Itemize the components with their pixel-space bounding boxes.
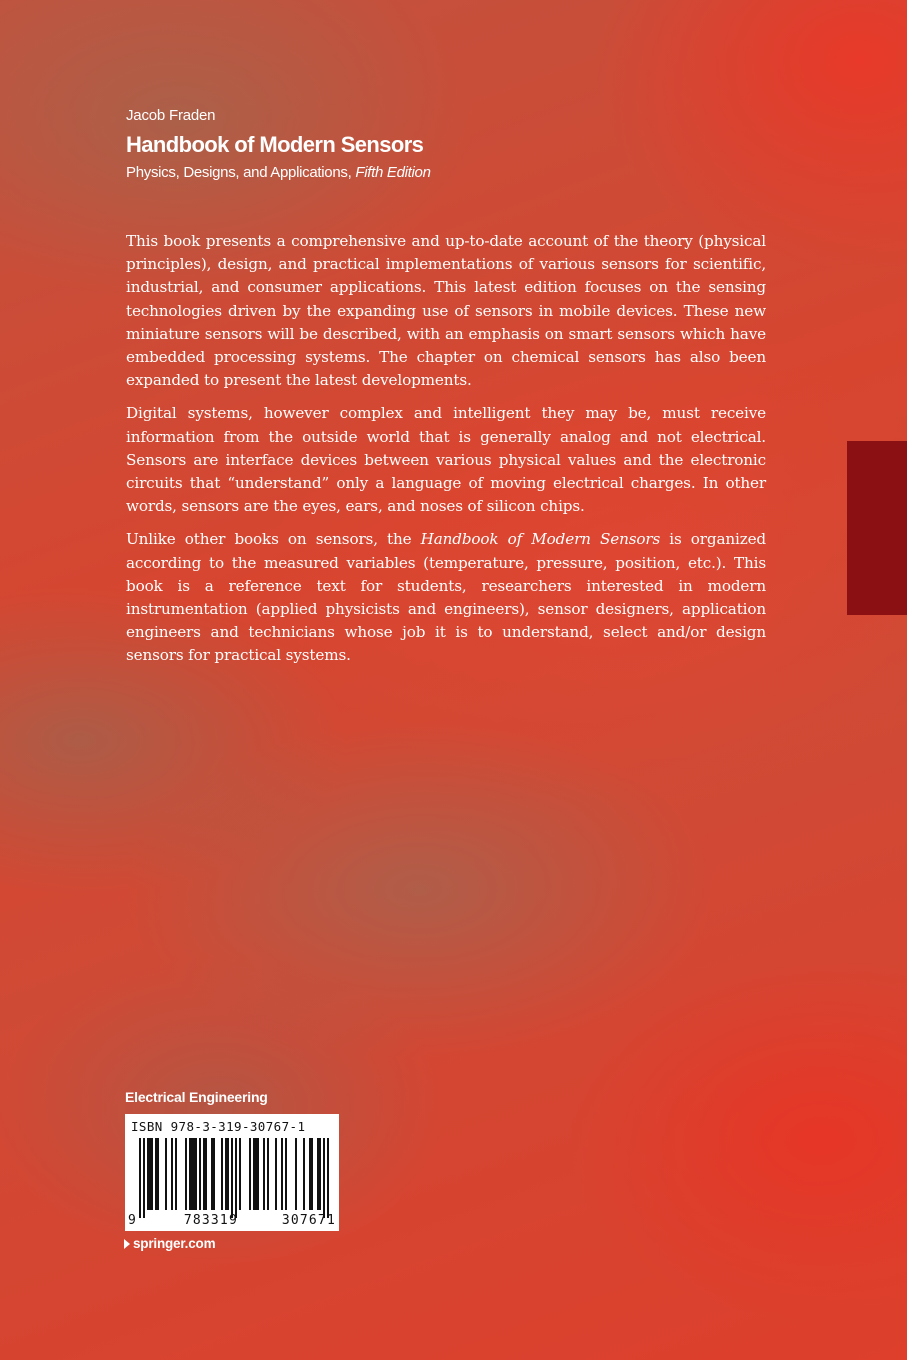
- barcode-bar: [157, 1138, 159, 1210]
- website-text: springer.com: [133, 1236, 216, 1251]
- barcode-bar: [327, 1138, 329, 1218]
- author-name: Jacob Fraden: [126, 107, 216, 124]
- barcode-bar: [303, 1138, 305, 1210]
- barcode-bar: [139, 1138, 141, 1218]
- spine-color-tab: [847, 441, 907, 615]
- barcode-bar: [165, 1138, 167, 1210]
- barcode-bar: [175, 1138, 177, 1210]
- barcode-bar: [311, 1138, 313, 1210]
- subject-category: Electrical Engineering: [125, 1089, 268, 1105]
- barcode-bar: [147, 1138, 149, 1210]
- barcode-bar: [317, 1138, 319, 1210]
- barcode-bar: [319, 1138, 321, 1210]
- barcode-bar: [203, 1138, 205, 1210]
- barcode-bar: [143, 1138, 145, 1218]
- barcode-bar: [213, 1138, 215, 1210]
- barcode-bar: [191, 1138, 193, 1210]
- barcode-bar: [235, 1138, 237, 1218]
- barcode-bar: [211, 1138, 213, 1210]
- arrow-right-icon: [124, 1239, 130, 1249]
- barcode-bar: [255, 1138, 257, 1210]
- publisher-website[interactable]: [124, 1236, 215, 1251]
- ean-digits: [128, 1213, 336, 1228]
- barcode-bar: [151, 1138, 153, 1210]
- barcode-bar: [309, 1138, 311, 1210]
- barcode-bar: [225, 1138, 227, 1210]
- barcode-bar: [239, 1138, 241, 1210]
- barcode-bar: [227, 1138, 229, 1210]
- barcode-bar: [281, 1138, 283, 1210]
- barcode-graphic: [131, 1138, 333, 1218]
- isbn-barcode-block: [125, 1114, 339, 1231]
- barcode-bar: [189, 1138, 191, 1210]
- barcode-bar: [205, 1138, 207, 1210]
- barcode-bar: [221, 1138, 223, 1210]
- barcode-bar: [263, 1138, 265, 1210]
- barcode-bar: [155, 1138, 157, 1210]
- edition-text: Fifth Edition: [355, 164, 431, 181]
- paragraph-3-book-title: Handbook of Modern Sensors: [420, 530, 661, 549]
- ean-left-group: 783319: [183, 1213, 238, 1228]
- book-subtitle: [126, 164, 431, 181]
- barcode-bar: [185, 1138, 187, 1210]
- barcode-bar: [285, 1138, 287, 1210]
- book-title: Handbook of Modern Sensors: [126, 132, 424, 157]
- ean-lead-digit: 9: [128, 1213, 136, 1228]
- barcode-bar: [249, 1138, 251, 1210]
- book-description: [126, 230, 766, 678]
- barcode-bar: [295, 1138, 297, 1210]
- barcode-bar: [275, 1138, 277, 1210]
- isbn-label: ISBN 978-3-319-30767-1: [131, 1119, 306, 1134]
- description-paragraph-2: Digital systems, however complex and intelligent they may be, must receive information from the outside world that is generally analog and not electrical. Sensors are interface devices between various physical values and the electronic circuits that “understand” only a language of moving electrical charges. In other words, sensors are the eyes, ears, and noses of silicon chips.: [126, 404, 766, 516]
- barcode-bar: [253, 1138, 255, 1210]
- subtitle-text: Physics, Designs, and Applications,: [126, 164, 356, 181]
- barcode-bar: [195, 1138, 197, 1210]
- barcode-bar: [267, 1138, 269, 1210]
- barcode-bar: [323, 1138, 325, 1218]
- paragraph-3-rest: is organized according to the measured variables (temperature, pressure, position, etc.). This book is a reference text for students, researchers interested in modern instrumentation (applied physicists and engineers), sensor designers, application engineers and technicians whose job it is to understand, select and/or design sensors for practical systems.: [126, 530, 766, 665]
- description-paragraph-1: This book presents a comprehensive and up-to-date account of the theory (physical principles), design, and practical implementations of various sensors for scientific, industrial, and consumer applications. This latest edition focuses on the sensing technologies driven by the expanding use of sensors in mobile devices. These new miniature sensors will be described, with an emphasis on smart sensors which have embedded processing systems. The chapter on chemical sensors has also been expanded to present the latest developments.: [126, 232, 766, 390]
- barcode-bar: [199, 1138, 201, 1210]
- barcode-bar: [149, 1138, 151, 1210]
- barcode-bar: [193, 1138, 195, 1210]
- barcode-bar: [257, 1138, 259, 1210]
- barcode-bar: [171, 1138, 173, 1210]
- description-paragraph-3: [126, 528, 766, 667]
- barcode-bar: [231, 1138, 233, 1218]
- paragraph-3-lead: Unlike other books on sensors, the: [126, 530, 421, 549]
- ean-right-group: 307671: [281, 1213, 336, 1228]
